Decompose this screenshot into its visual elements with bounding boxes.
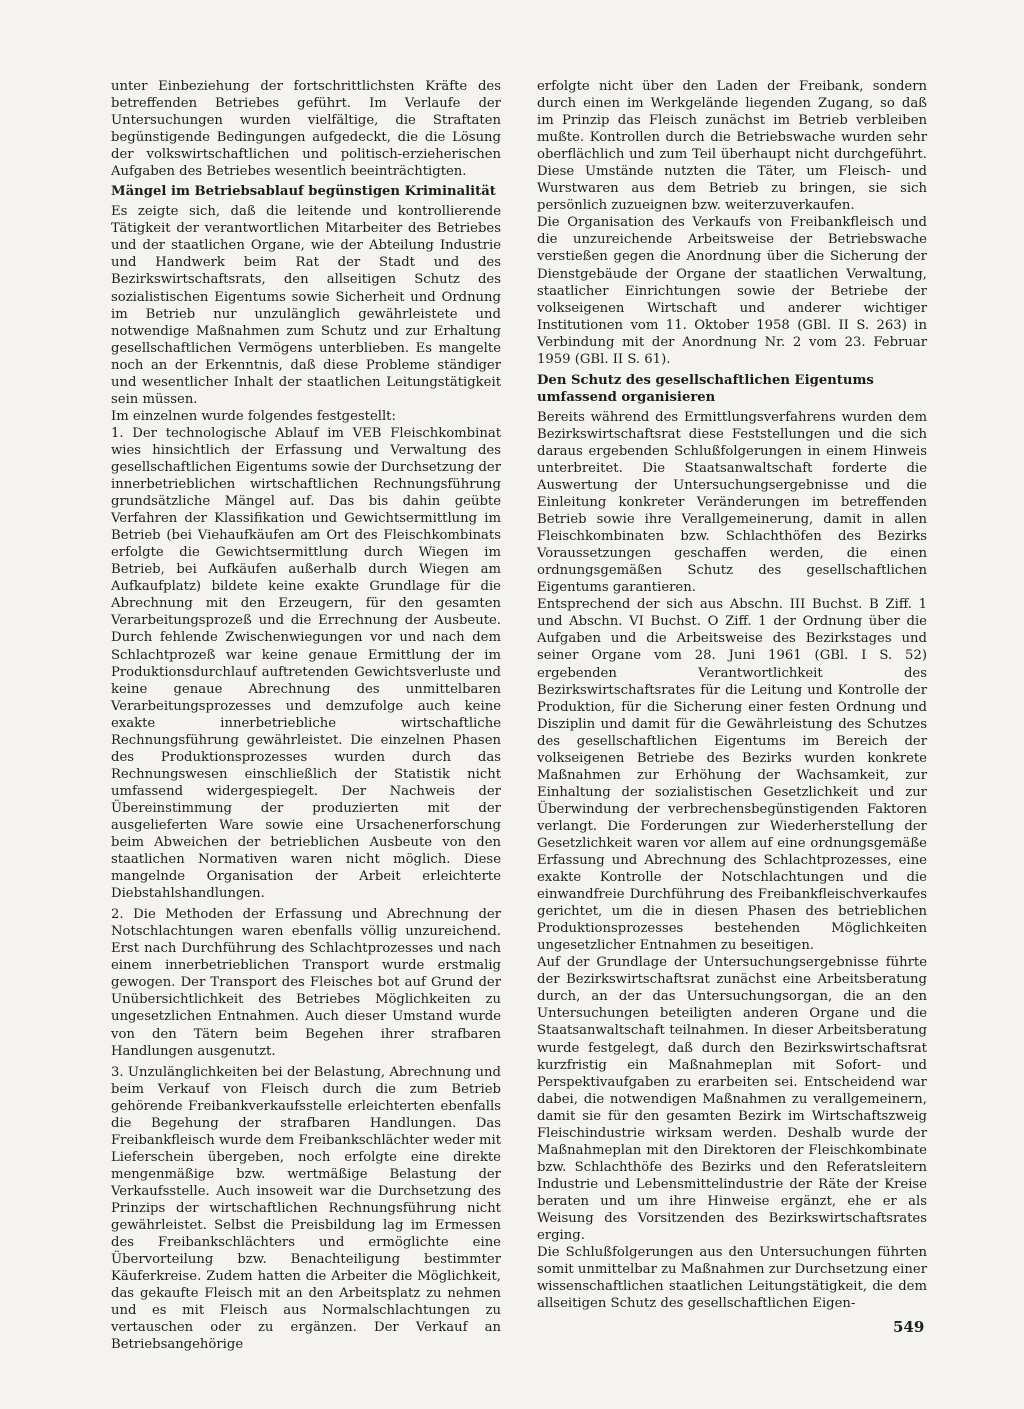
paragraph: erfolgte nicht über den Laden der Freibank, sondern durch einen im Werkgelände liegenden Zugang, so daß im Prinzip das Fleisch zunächst im Betrieb verbleiben mußte. Kontrollen durch die Betriebswache wurden sehr oberflächlich und zum Teil überhaupt nicht durchgeführt. Diese Umstände nutzten die Täter, um Fleisch- und Wurstwaren aus dem Betrieb zu bringen, sie sich persönlich zuzueignen bzw. weiterzuverkaufen. — [537, 79, 927, 214]
paragraph: unter Einbeziehung der fortschrittlichsten Kräfte des betreffenden Betriebes geführt. Im Verlaufe der Untersuchungen wurden vielfältige, die Straftaten begünstigende Bedingungen aufgedeckt, die die Lösung der volkswirtschaftlichen und politisch-erzieherischen Aufgaben des Betriebes wesentlich beeinträchtigten. — [111, 79, 501, 180]
section-heading: Mängel im Betriebsablauf begünstigen Kriminalität — [111, 184, 496, 200]
paragraph: 1. Der technologische Ablauf im VEB Fleischkombinat wies hinsichtlich der Erfassung und Verwaltung des gesellschaftlichen Eigentums sowie der Durchsetzung der innerbetrieblichen wirtschaftlichen Rechnungsführung grundsätzliche Mängel auf. Das bis dahin geübte Verfahren der Klassifikation und Gewichtsermittlung im Betrieb (bei Viehaufkäufen am Ort des Fleischkombinats erfolgte die Gewichtsermittlung durch Wiegen im Betrieb, bei Aufkäufen außerhalb durch Wiegen am Aufkaufplatz) bildete keine exakte Grundlage für die Abrechnung mit den Erzeugern, für den gesamten Verarbeitungsprozeß und die Errechnung der Ausbeute. Durch fehlende Zwischenwiegungen vor und nach dem Schlachtprozeß war keine genaue Ermittlung der im Produktionsdurchlauf auftretenden Gewichtsverluste und keine genaue Abrechnung des unmittelbaren Verarbeitungsprozesses und demzufolge auch keine exakte innerbetriebliche wirtschaftliche Rechnungsführung gewährleistet. Die einzelnen Phasen des Produktionsprozesses wurden durch das Rechnungswesen einschließlich der Statistik nicht umfassend widergespiegelt. Der Nachweis der Übereinstimmung der produzierten mit der ausgelieferten Ware sowie eine Ursachenerforschung beim Abweichen der betrieblichen Ausbeute von den staatlichen Normativen waren nicht möglich. Diese mangelnde Organisation der Arbeit erleichterte Diebstahlshandlungen. — [111, 425, 501, 902]
left-column — [111, 78, 501, 1353]
section-heading: Den Schutz des gesellschaftlichen Eigentums umfassend organisieren — [537, 372, 874, 405]
paragraph: 2. Die Methoden der Erfassung und Abrechnung der Notschlachtungen waren ebenfalls völlig unzureichend. Erst nach Durchführung des Schlachtprozesses und nach einem innerbetrieblichen Transport wurde erstmalig gewogen. Der Transport des Fleisches bot auf Grund der Unübersichtlichkeit des Betriebes Möglichkeiten zu ungesetzlichen Entnahmen. Auch dieser Umstand wurde von den Tätern beim Begehen ihrer strafbaren Handlungen ausgenutzt. — [111, 907, 501, 1059]
paragraph: Es zeigte sich, daß die leitende und kontrollierende Tätigkeit der verantwortlichen Mitarbeiter des Betriebes und der staatlichen Organe, wie der Abteilung Industrie und Handwerk beim Rat der Stadt und des Bezirkswirtschaftsrats, den allseitigen Schutz des sozialistischen Eigentums sowie Sicherheit und Ordnung im Betrieb nur unzulänglich gewährleistete und notwendige Maßnahmen zum Schutz und zur Erhaltung gesellschaftlichen Vermögens unterblieben. Es mangelte noch an der Erkenntnis, daß diese Probleme ständiger und wesentlicher Inhalt der staatlichen Leitungstätigkeit sein müssen. — [111, 204, 501, 407]
paragraph: 3. Unzulänglichkeiten bei der Belastung, Abrechnung und beim Verkauf von Fleisch durch die zum Betrieb gehörende Freibankverkaufsstelle erleichterten ebenfalls die Begehung der strafbaren Handlungen. Das Freibankfleisch wurde dem Freibankschlächter weder mit Lieferschein übergeben, noch erfolgte eine direkte mengenmäßige bzw. wertmäßige Belastung der Verkaufsstelle. Auch insoweit war die Durchsetzung des Prinzips der wirtschaftlichen Rechnungsführung nicht gewährleistet. Selbst die Preisbildung lag im Ermessen des Freibankschlächters und ermöglichte eine Übervorteilung bzw. Benachteiligung bestimmter Käuferkreise. Zudem hatten die Arbeiter die Möglichkeit, das gekaufte Fleisch mit an den Arbeitsplatz zu nehmen und es mit Fleisch aus Normalschlachtungen zu vertauschen oder zu ergänzen. Der Verkauf an Betriebsangehörige — [111, 1064, 501, 1353]
paragraph: Auf der Grundlage der Untersuchungsergebnisse führte der Bezirkswirtschaftsrat zunächst eine Arbeitsberatung durch, an der das Untersuchungsorgan, die an den Untersuchungen beteiligten anderen Organe und die Staatsanwaltschaft teilnahmen. In dieser Arbeitsberatung wurde festgelegt, daß durch den Bezirkswirtschaftsrat kurzfristig ein Maßnahmeplan mit Sofort- und Perspektivaufgaben zu erarbeiten sei. Entscheidend war dabei, die notwendigen Maßnahmen zu verallgemeinern, damit sie für den gesamten Bezirk im Wirtschaftszweig Fleischindustrie wirksam werden. Deshalb wurde der Maßnahmeplan mit den Direktoren der Fleischkombinate bzw. Schlachthöfe des Bezirks und den Referatsleitern Industrie und Lebensmittelindustrie der Räte der Kreise beraten und um ihre Hinweise ergänzt, ehe er als Weisung des Vorsitzenden des Bezirkswirtschaftsrates erging. — [537, 955, 927, 1244]
paragraph: Entsprechend der sich aus Abschn. III Buchst. B Ziff. 1 und Abschn. VI Buchst. O Ziff. 1 der Ordnung über die Aufgaben und die Arbeitsweise des Bezirkstages und seiner Organe vom 28. Juni 1961 (GBl. I S. 52) ergebenden Verantwortlichkeit des Bezirkswirtschaftsrates für die Leitung und Kontrolle der Produktion, für die Sicherung einer festen Ordnung und Disziplin und damit für die Gewährleistung des Schutzes des gesellschaftlichen Eigentums im Bereich der volkseigenen Betriebe des Bezirks wurden konkrete Maßnahmen zur Erhöhung der Wachsamkeit, zur Einhaltung der sozialistischen Gesetzlichkeit und zur Überwindung der verbrechensbegünstigenden Faktoren verlangt. Die Forderungen zur Wiederherstellung der Gesetzlichkeit waren vor allem auf eine ordnungsgemäße Erfassung und Abrechnung des Schlachtprozesses, eine exakte Kontrolle der Notschlachtungen und die einwandfreie Durchführung des Freibankfleischverkaufes gerichtet, um die in diesen Phasen des betrieblichen Produktionsprozesses bestehenden Möglichkeiten ungesetzlicher Entnahmen zu beseitigen. — [537, 597, 927, 954]
paragraph: Die Organisation des Verkaufs von Freibankfleisch und die unzureichende Arbeitsweise der Betriebswache verstießen gegen die Anordnung über die Sicherung der Dienstgebäude der Organe der staatlichen Verwaltung, staatlicher Einrichtungen sowie der Betriebe der volkseigenen Wirtschaft und anderer wichtiger Institutionen vom 11. Oktober 1958 (GBl. II S. 263) in Verbindung mit der Anordnung Nr. 2 vom 23. Februar 1959 (GBl. II S. 61). — [537, 215, 927, 367]
paragraph: Bereits während des Ermittlungsverfahrens wurden dem Bezirkswirtschaftsrat diese Feststellungen und die sich daraus ergebenden Schlußfolgerungen in einem Hinweis unterbreitet. Die Staatsanwaltschaft forderte die Auswertung der Untersuchungsergebnisse und die Einleitung konkreter Veränderungen im betreffenden Betrieb sowie ihre Verallgemeinerung, damit in allen Fleischkombinaten bzw. Schlachthöfen des Bezirks Voraussetzungen geschaffen werden, die einen ordnungsgemäßen Schutz des gesellschaftlichen Eigentums garantieren. — [537, 409, 927, 596]
page-number: 549 — [893, 1318, 925, 1336]
paragraph: Im einzelnen wurde folgendes festgestellt: — [111, 408, 396, 424]
right-column — [537, 78, 927, 1312]
paragraph: Die Schlußfolgerungen aus den Untersuchungen führten somit unmittelbar zu Maßnahmen zur Durchsetzung einer wissenschaftlichen staatlichen Leitungstätigkeit, die dem allseitigen Schutz des gesellschaftlichen Eigen- — [537, 1245, 927, 1312]
